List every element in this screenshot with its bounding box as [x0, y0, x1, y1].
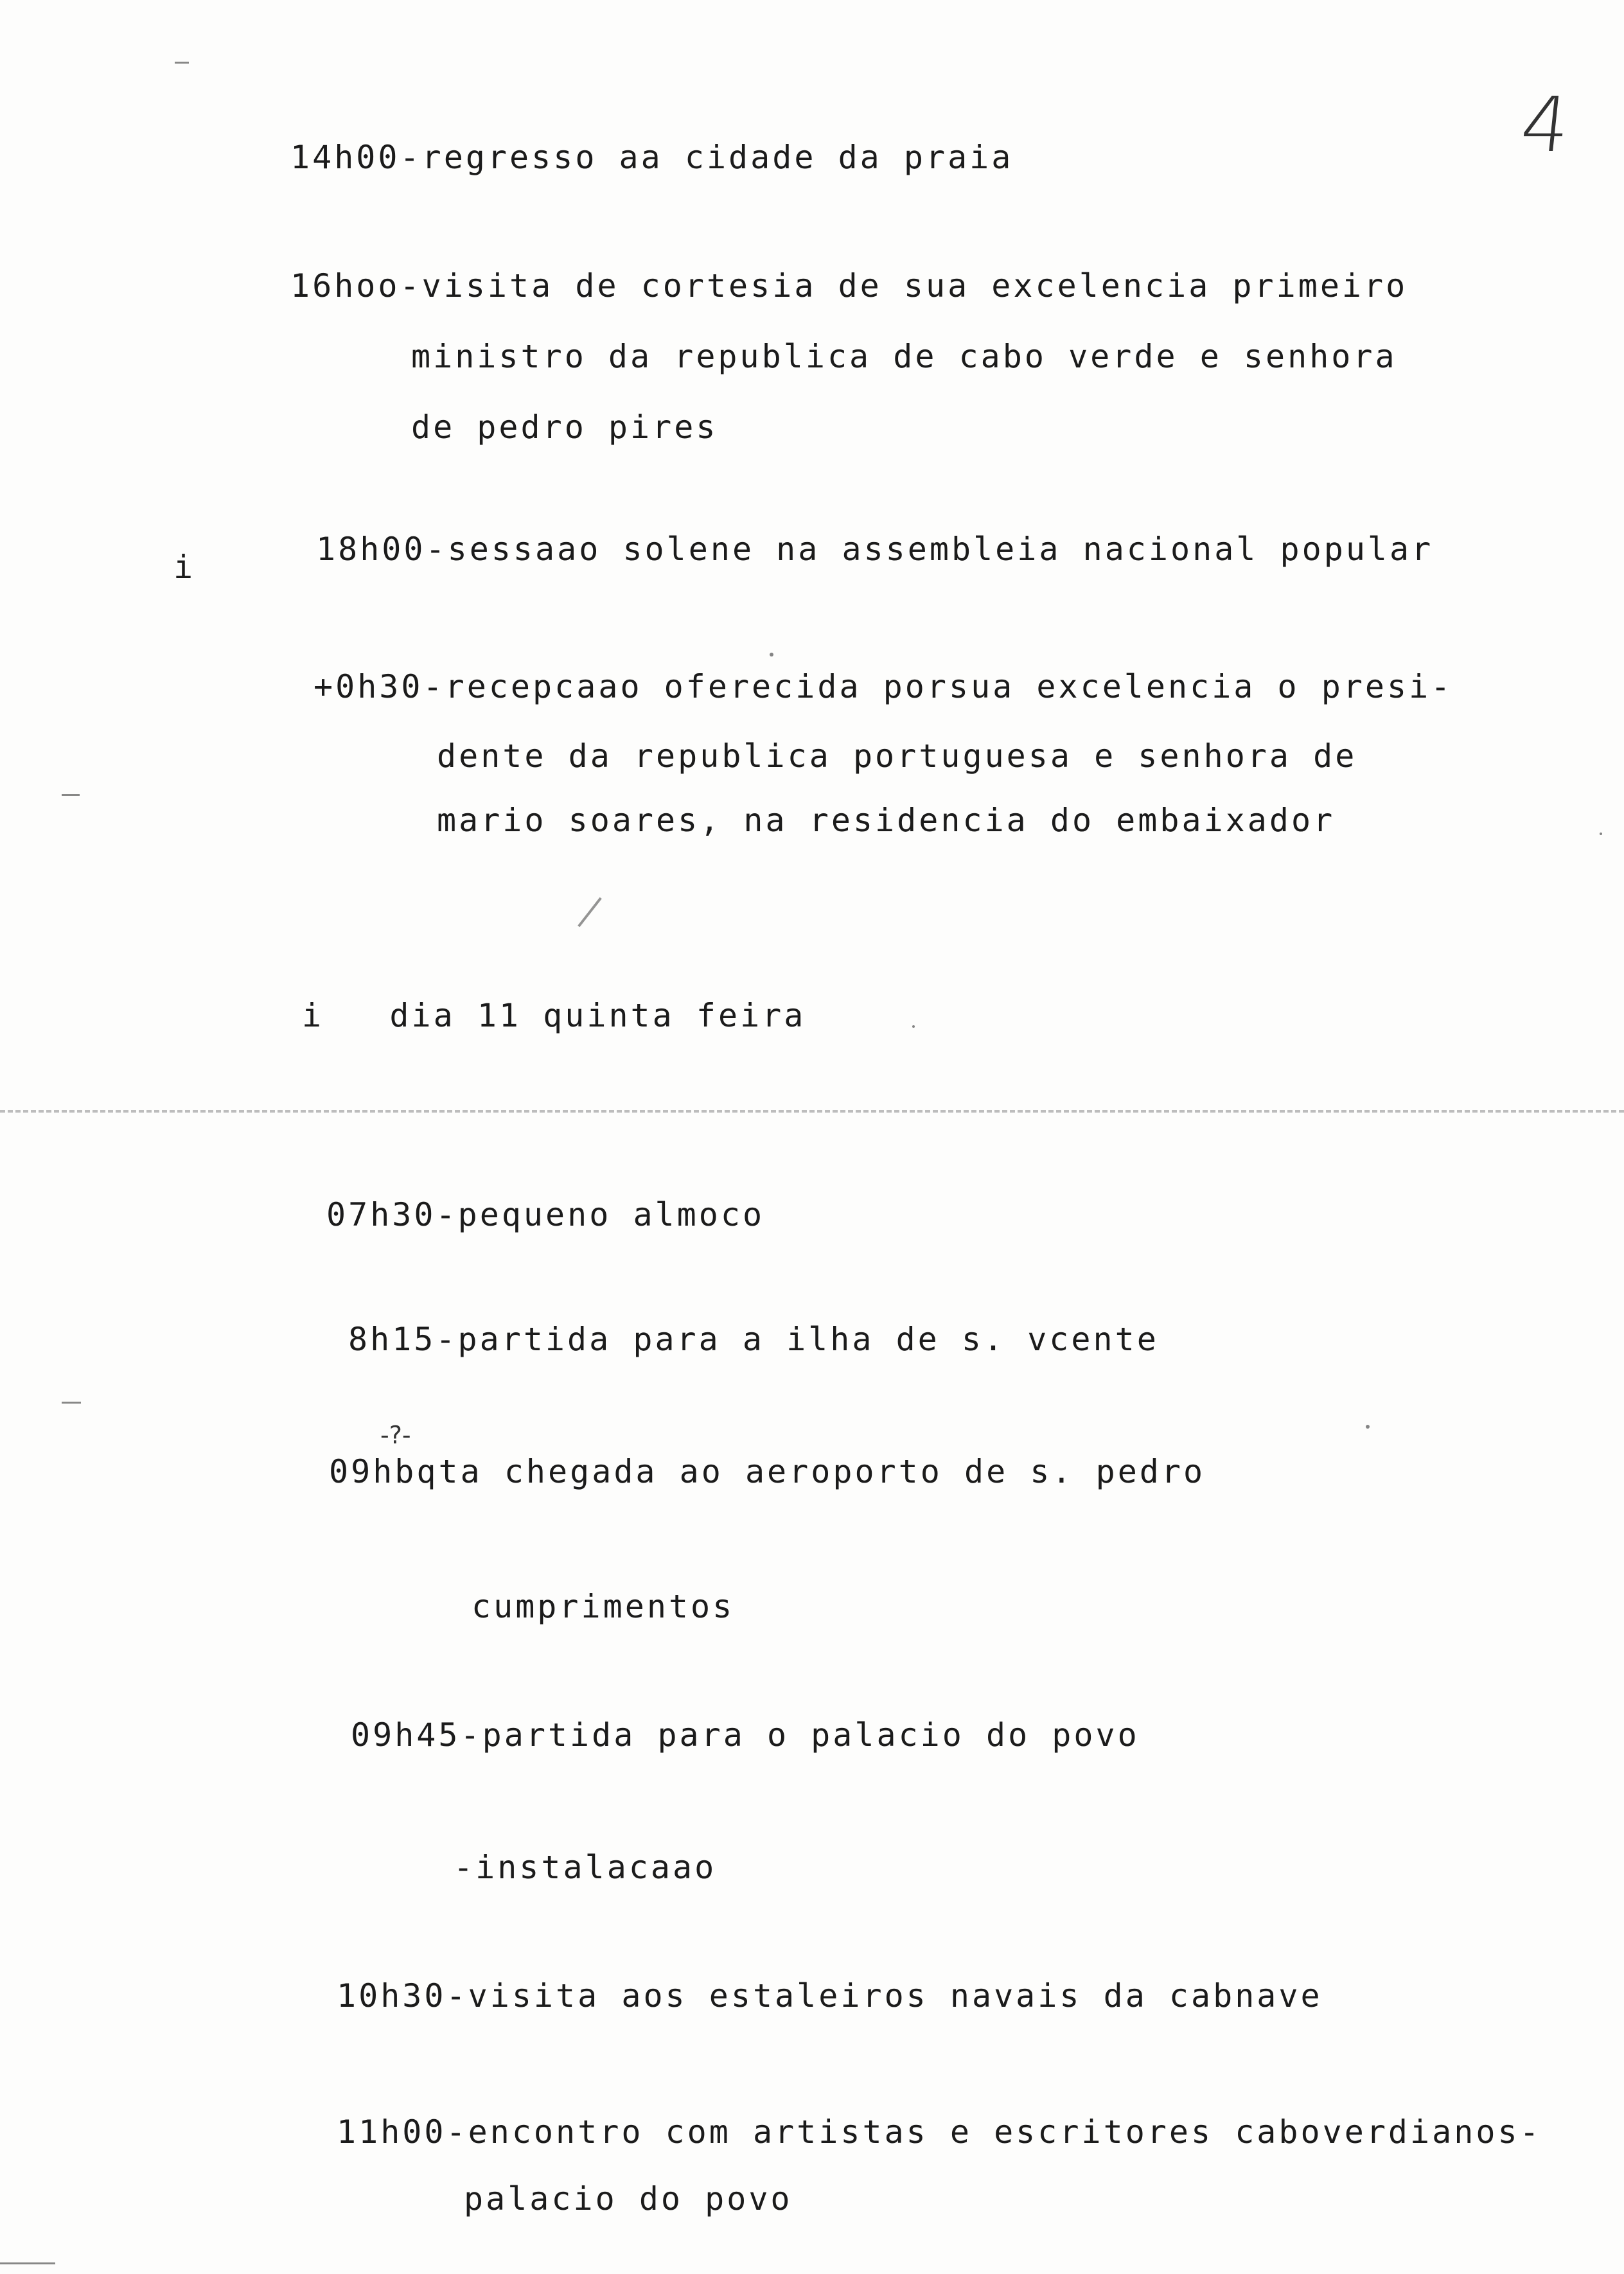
entry-07h30 — [326, 1196, 765, 1233]
scan-edge-mark — [62, 794, 80, 796]
entry-time: 11h00 — [337, 2113, 446, 2151]
margin-mark: i — [173, 549, 196, 586]
entry-cumprimentos: cumprimentos — [472, 1588, 735, 1625]
entry-text: chegada ao aeroporto de s. pedro — [482, 1453, 1206, 1490]
entry-text: -recepcaao oferecida porsua excelencia o presi- — [423, 668, 1453, 705]
page-number: 4 — [1516, 80, 1575, 169]
scan-edge-mark — [0, 2262, 55, 2264]
day-heading-text: dia 11 quinta feira — [389, 997, 806, 1034]
entry-0h30-continuation-2: mario soares, na residencia do embaixador — [437, 802, 1336, 839]
entry-8h15 — [348, 1321, 1159, 1358]
entry-0h30 — [313, 668, 1453, 705]
day-heading — [302, 997, 806, 1034]
entry-text: -visita aos estaleiros navais da cabnave — [446, 1977, 1323, 2014]
entry-11h00-continuation-1: palacio do povo — [464, 2180, 793, 2217]
entry-time: +0h30 — [313, 668, 423, 705]
entry-text: -sessaao solene na assembleia nacional popular — [425, 531, 1434, 568]
entry-0h30-continuation-1: dente da republica portuguesa e senhora de — [437, 737, 1357, 775]
entry-time: 10h30 — [337, 1977, 446, 2014]
entry-time: 07h30 — [326, 1196, 436, 1233]
entry-09h45 — [351, 1716, 1140, 1754]
entry-text: -partida para a ilha de s. vcente — [436, 1321, 1159, 1358]
entry-text: -regresso aa cidade da praia — [400, 139, 1014, 176]
entry-time: 18h00 — [316, 531, 426, 568]
page-divider — [0, 1110, 1624, 1113]
scan-edge-mark — [175, 62, 189, 64]
entry-09h — [329, 1453, 1206, 1490]
stray-pen-mark — [578, 897, 602, 928]
entry-time: 8h15 — [348, 1321, 436, 1358]
entry-11h00 — [337, 2113, 1542, 2151]
scan-speck — [1366, 1425, 1370, 1429]
entry-text: -pequeno almoco — [436, 1196, 765, 1233]
entry-16h00 — [290, 267, 1408, 304]
entry-time: 16hoo — [290, 267, 400, 304]
entry-16h00-continuation-2: de pedro pires — [411, 409, 718, 446]
handwritten-annotation: -?- — [380, 1421, 411, 1449]
entry-instalacaao: -instalacaao — [454, 1849, 717, 1886]
scan-edge-mark — [62, 1402, 81, 1404]
entry-text: -partida para o palacio do povo — [460, 1716, 1140, 1754]
entry-time: 09h45 — [351, 1716, 461, 1754]
scan-speck — [770, 653, 773, 657]
entry-time: 09hbqta — [329, 1453, 482, 1490]
entry-14h00 — [290, 139, 1014, 176]
entry-10h30 — [337, 1977, 1323, 2014]
entry-16h00-continuation-1: ministro da republica de cabo verde e senhora — [411, 338, 1397, 375]
entry-time: 14h00 — [290, 139, 400, 176]
entry-text: -encontro com artistas e escritores caboverdianos- — [446, 2113, 1542, 2151]
entry-18h00 — [316, 531, 1434, 568]
entry-text: -visita de cortesia de sua excelencia primeiro — [400, 267, 1408, 304]
margin-mark: i — [302, 997, 324, 1034]
scan-speck — [912, 1025, 915, 1028]
scan-speck — [1600, 833, 1602, 835]
